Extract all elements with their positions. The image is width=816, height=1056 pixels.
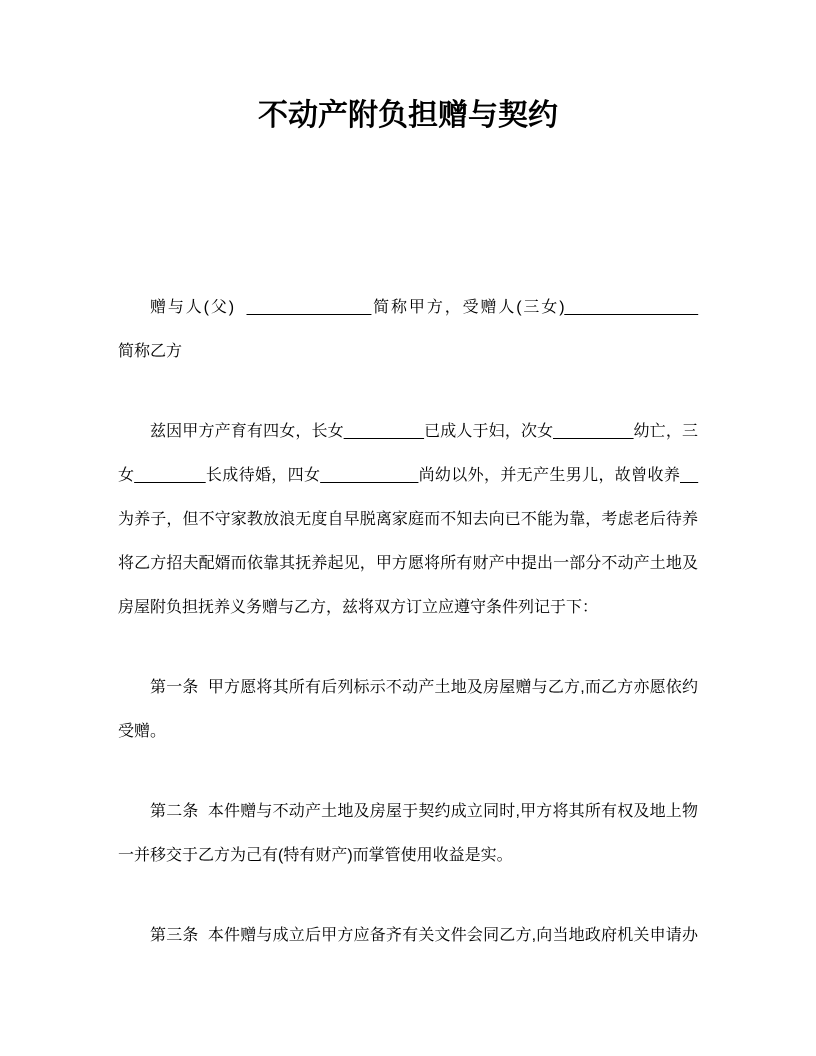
paragraph-line: 一并移交于乙方为己有(特有财产)而掌管使用收益是实。: [118, 847, 513, 864]
paragraph-line: 将乙方招夫配婿而依靠其抚养起见，甲方愿将所有财产中提出一部分不动产土地及: [118, 555, 698, 572]
paragraph-line: 兹因甲方产育有四女，长女_________已成人于妇，次女_________幼亡，三: [150, 423, 698, 440]
paragraph-line: 房屋附负担抚养义务赠与乙方，兹将双方订立应遵守条件列记于下：: [118, 599, 599, 616]
paragraph-line: 第一条 甲方愿将其所有后列标示不动产土地及房屋赠与乙方,而乙方亦愿依约: [150, 679, 698, 696]
paragraph-article-2: [118, 790, 698, 878]
paragraph-line: 第三条 本件赠与成立后甲方应备齐有关文件会同乙方,向当地政府机关申请办: [150, 927, 698, 944]
paragraph-article-1: [118, 666, 698, 754]
paragraph-article-3: [118, 914, 698, 958]
paragraph-line: 女________长成待婚，四女___________尚幼以外，并无产生男儿，故曾收养__: [118, 467, 698, 484]
paragraph-preamble: [118, 410, 698, 630]
paragraph-line: 为养子，但不守家教放浪无度自早脱离家庭而不知去向已不能为靠，考虑老后待养: [118, 511, 698, 528]
document-title: 不动产附负担赠与契约: [258, 99, 558, 132]
paragraph-line: 赠与人(父) ______________简称甲方，受赠人(三女)_______________: [150, 299, 698, 316]
paragraph-parties: [118, 286, 698, 374]
paragraph-line: 受赠。: [118, 723, 167, 740]
paragraph-line: 简称乙方: [118, 343, 183, 360]
paragraph-line: 第二条 本件赠与不动产土地及房屋于契约成立同时,甲方将其所有权及地上物: [150, 803, 698, 820]
